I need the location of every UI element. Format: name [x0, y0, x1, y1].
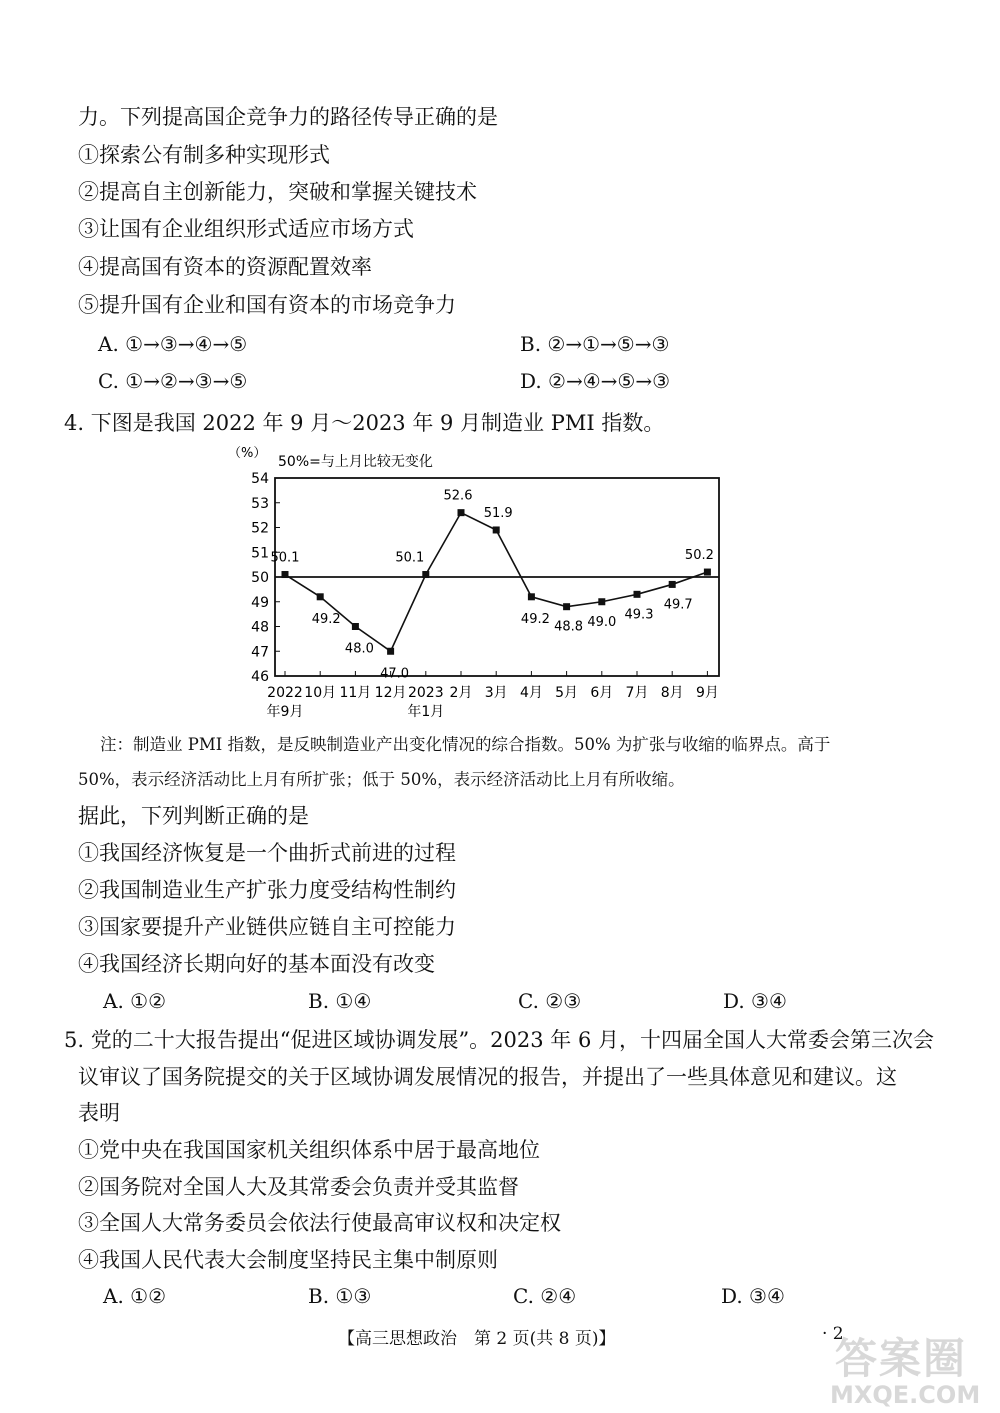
- page-footer: 【高三思想政治 第 2 页(共 8 页)】: [338, 1329, 616, 1349]
- x-tick-label: 年1月: [407, 704, 445, 720]
- data-label: 50.1: [395, 550, 425, 566]
- y-tick-label: 52: [251, 520, 269, 537]
- y-tick-label: 48: [251, 619, 269, 636]
- x-tick-label: 2023: [407, 685, 444, 701]
- q5-option-b: B. ①③: [308, 1284, 372, 1308]
- x-tick-label: 4月: [519, 685, 543, 701]
- x-tick-label: 7月: [625, 685, 649, 701]
- x-tick-label: 5月: [555, 685, 579, 701]
- data-label: 47.0: [380, 666, 410, 682]
- y-tick-label: 49: [251, 594, 269, 611]
- data-point: [598, 598, 605, 605]
- x-tick-label: 6月: [590, 685, 614, 701]
- q5-item-4: ④我国人民代表大会制度坚持民主集中制原则: [78, 1248, 498, 1272]
- x-tick-label: 年9月: [266, 704, 304, 720]
- y-tick-label: 51: [251, 545, 269, 562]
- data-label: 51.9: [483, 505, 513, 521]
- data-point: [387, 648, 394, 655]
- data-point: [493, 526, 500, 533]
- chart-y-unit: （%）: [228, 446, 267, 461]
- q5-option-d: D. ③④: [721, 1284, 785, 1308]
- q4-option-a: A. ①②: [103, 989, 167, 1013]
- q4-option-b: B. ①④: [308, 989, 372, 1013]
- q5-option-a: A. ①②: [103, 1284, 167, 1308]
- q5-stem-line2: 议审议了国务院提交的关于区域协调发展情况的报告，并提出了一些具体意见和建议。这: [78, 1065, 897, 1089]
- x-tick-label: 9月: [695, 685, 719, 701]
- q5-stem-line3: 表明: [78, 1101, 120, 1125]
- data-label: 50.1: [270, 550, 300, 566]
- q3-option-b: B. ②→①→⑤→③: [520, 332, 670, 356]
- watermark-url: MXQE.COM: [830, 1381, 981, 1409]
- data-point: [317, 593, 324, 600]
- x-tick-label: 8月: [660, 685, 684, 701]
- q4-item-2: ②我国制造业生产扩张力度受结构性制约: [78, 878, 456, 902]
- q3-item-3: ③让国有企业组织形式适应市场方式: [78, 217, 414, 241]
- q4-note-line1: 注：制造业 PMI 指数，是反映制造业产出变化情况的综合指数。50% 为扩张与收缩的临界点。高于: [100, 735, 831, 754]
- q5-option-c: C. ②④: [513, 1284, 577, 1308]
- y-tick-label: 50: [251, 570, 269, 586]
- x-tick-label: 3月: [484, 685, 508, 701]
- q3-item-1: ①探索公有制多种实现形式: [78, 143, 330, 167]
- x-tick-label: 10月: [304, 685, 337, 701]
- page-number-mark: · 2: [822, 1324, 844, 1344]
- q5-stem-line1: 5. 党的二十大报告提出“促进区域协调发展”。2023 年 6 月，十四届全国人大常委会第三次会: [64, 1028, 935, 1052]
- data-point: [704, 569, 711, 576]
- watermark-logo: 答案圈: [835, 1334, 968, 1383]
- data-point: [563, 603, 570, 610]
- x-tick-label: 2月: [449, 685, 473, 701]
- q4-item-1: ①我国经济恢复是一个曲折式前进的过程: [78, 841, 456, 865]
- q3-item-4: ④提高国有资本的资源配置效率: [78, 255, 372, 279]
- data-point: [422, 571, 429, 578]
- q5-item-3: ③全国人大常务委员会依法行使最高审议权和决定权: [78, 1211, 561, 1235]
- q4-option-d: D. ③④: [723, 989, 787, 1013]
- y-tick-label: 46: [251, 669, 269, 685]
- data-label: 48.8: [554, 619, 584, 635]
- data-label: 48.0: [344, 641, 374, 657]
- q3-stem-tail: 力。下列提高国企竞争力的路径传导正确的是: [78, 105, 498, 129]
- data-label: 49.7: [663, 597, 693, 613]
- y-tick-label: 54: [251, 471, 269, 487]
- q4-item-4: ④我国经济长期向好的基本面没有改变: [78, 952, 435, 976]
- q3-option-a: A. ①→③→④→⑤: [98, 332, 248, 356]
- x-tick-label: 11月: [339, 685, 372, 701]
- q3-option-d: D. ②→④→⑤→③: [520, 369, 671, 393]
- data-point: [528, 593, 535, 600]
- data-point: [282, 571, 289, 578]
- y-tick-label: 53: [251, 495, 269, 512]
- q5-item-1: ①党中央在我国国家机关组织体系中居于最高地位: [78, 1138, 540, 1162]
- data-label: 52.6: [443, 488, 473, 504]
- chart-annotation: 50%=与上月比较无变化: [278, 454, 433, 470]
- data-label: 50.2: [684, 548, 714, 564]
- q4-option-c: C. ②③: [518, 989, 582, 1013]
- y-tick-label: 47: [251, 644, 269, 661]
- data-point: [352, 623, 359, 630]
- x-tick-label: 12月: [374, 685, 407, 701]
- data-point: [669, 581, 676, 588]
- data-label: 49.2: [520, 611, 550, 627]
- q3-item-5: ⑤提升国有企业和国有资本的市场竞争力: [78, 293, 456, 317]
- data-label: 49.2: [311, 611, 341, 627]
- data-label: 49.3: [624, 607, 654, 623]
- data-point: [458, 509, 465, 516]
- data-point: [634, 591, 641, 598]
- q3-option-c: C. ①→②→③→⑤: [98, 369, 248, 393]
- q4-item-3: ③国家要提升产业链供应链自主可控能力: [78, 915, 456, 939]
- data-label: 49.0: [587, 614, 617, 630]
- q4-stem: 4. 下图是我国 2022 年 9 月～2023 年 9 月制造业 PMI 指数。: [64, 411, 665, 435]
- pmi-line-chart: [220, 440, 740, 730]
- x-tick-label: 2022: [267, 685, 303, 701]
- q5-item-2: ②国务院对全国人大及其常委会负责并受其监督: [78, 1175, 519, 1199]
- q3-item-2: ②提高自主创新能力，突破和掌握关键技术: [78, 180, 477, 204]
- q4-note-line2: 50%，表示经济活动比上月有所扩张；低于 50%，表示经济活动比上月有所收缩。: [78, 770, 685, 789]
- q4-question: 据此，下列判断正确的是: [78, 804, 309, 828]
